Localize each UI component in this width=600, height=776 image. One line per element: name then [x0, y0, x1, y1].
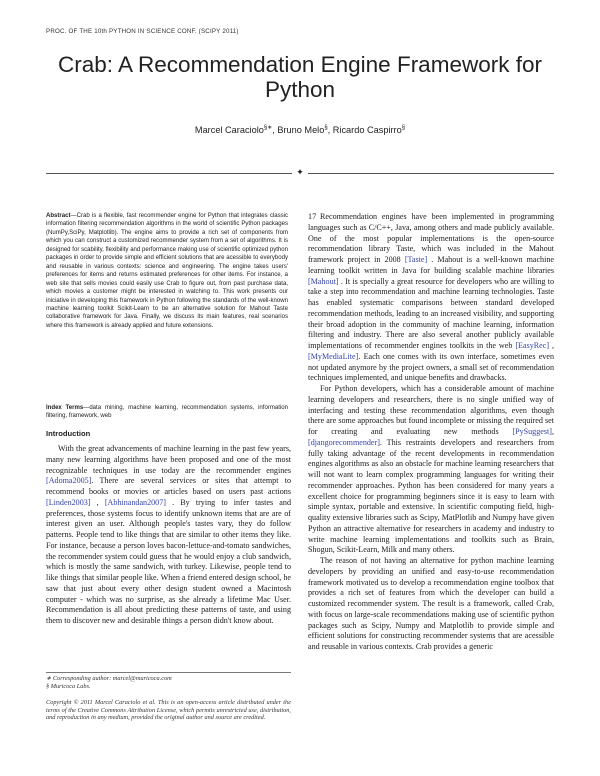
title-divider-right: [308, 173, 554, 174]
author-affiliation-mark: §: [401, 125, 406, 131]
text-run: . By trying to infer tastes and preferences, those systems focus to identify unknown items that are are of interest given an user. Although people's tastes vary, they do follow patterns. People tend to like things that are similar to other items they like. For instance, because a person loves bacon-lettuce-and-tomato sandwiches, the recommender system could guess that he would enjoy a club sandwich, which is mostly the same sandwich, with turkey. Likewise, people tend to like things that similar people like. When a friend entered design school, he saw that just about every other design student owned a Macintosh computer - which was no surprise, as she already a lifetime Mac User. Recommendation is all about predicting these patterns of taste, and using them to discover new and desirable things a person didn't know about.: [46, 497, 291, 625]
index-terms: [46, 404, 288, 421]
abstract: [46, 212, 288, 330]
running-head: PROC. OF THE 10th PYTHON IN SCIENCE CONF. (SCIPY 2011): [46, 28, 239, 35]
text-run: . Each one comes with its own interface, sometimes even not updated anymore by the project owners, a small set of recommendation techniques implemented, and unique benefits and drawbacks.: [308, 351, 554, 383]
footnote-corresponding-author: ∗ Corresponding author: marcel@muricoca.com: [46, 675, 172, 682]
text-run: ,: [551, 427, 554, 436]
text-run: For Python developers, which has a considerable amount of machine learning developers and researchers, there is no single unified way of interfacing and testing these recommendation algorithms, even though there are some approaches but found incomplete or missing the required set for creating and evaluating new methods: [308, 384, 554, 436]
title-divider-left: [46, 173, 292, 174]
citation-link[interactable]: [Taste]: [404, 255, 428, 264]
index-terms-text: —data mining, machine learning, recommendation systems, information filtering, framework, web: [46, 405, 288, 420]
text-run: Recommendation engines have been implemented in programming languages such as C/C++, Java, among others and made publicly available. One of the most popular implementations is the open-source recommendation library Taste, which was included in the Mahout framework project in 2008: [308, 212, 554, 264]
paper-title: Crab: A Recommendation Engine Framework for Python: [58, 52, 542, 102]
footnote-rule: [46, 672, 291, 673]
introduction-body: [46, 444, 291, 627]
abstract-text: —Crab is a flexible, fast recommender engine for Python that integrates classic information filtering recommendation algorithms in the world of scientific Python packages (NumPy,SciPy, Matplotlib). The engine aims to provide a rich set of components from which you can construct a customized recommender system from a set of algorithms. It is designed for scability, flexibility and performance making use of scientific optimized python packages in order to provide simple and efficient solutions that are acessible to everybody and reusable in various contexts: science and engineering. The engine takes users' preferences for items and returns estimated preferences for other items. For instance, a web site that sells movies could easily use Crab to figure out, from past purchase data, which movies a customer might be interested in watching to. This work presents our iniciative in developing this framework in Python following the standards of the well-known machine learning toolkit Scikit-Learn to be an alternative solution for Mahout Taste collaborative framework for Java. Finally, we discuss its main features, real scenarios where this framework is already applied and future extensions.: [46, 213, 288, 329]
text-run: With the great advancements of machine learning in the past few years, many new learning algorithms have been proposed and one of the most recognizable techniques in use today are the recommender engines: [46, 444, 291, 475]
text-run: ,: [549, 341, 554, 350]
author-separator: ,: [327, 125, 333, 136]
footnote-affiliation: § Muricoca Labs.: [46, 682, 91, 690]
citation-link[interactable]: [EasyRec]: [515, 341, 550, 350]
text-run: . This restraints developers and researchers from fully taking advantage of the recent developments in recommendation engines algorithms as also an obstacle for machine learning researchers that will not want to learn complex programming languages for writing their recommender approaches. Python has been considered for many years a excellent choice for programming beginners since it is easy to learn with simple syntax, portable and extensive. In scientific computing field, high-quality extensive libraries such as Scipy, MatPlotlib and Numpy have given Python an attractive alternative for researchers in academy and industry to write machine learning implementations and toolkits such as Brain, Shogun, Scikit-Learn, Milk and many others.: [308, 437, 554, 555]
author-list: [46, 124, 554, 135]
page-number: 17: [308, 212, 317, 221]
abstract-heading: Abstract: [46, 213, 71, 219]
section-heading-introduction: Introduction: [46, 429, 91, 438]
author-affiliation-mark: §: [324, 125, 328, 131]
right-column-body: [308, 212, 554, 653]
copyright-notice: Copyright © 2011 Marcel Caraciolo et al. This is an open-access article distributed under the terms of the Creative Commons Attribution License, which permits unrestricted use, distribution, and reproduction in any medium, provided the original author and source are credited.: [46, 699, 291, 722]
author-affiliation-mark: §∗: [263, 125, 273, 131]
citation-link[interactable]: [Adoma2005]: [46, 476, 92, 486]
author-separator: ,: [272, 125, 278, 136]
footnotes: [46, 672, 291, 722]
citation-link[interactable]: [Linden2003]: [46, 497, 91, 507]
divider-ornament-icon: ✦: [296, 168, 304, 178]
author-name: Marcel Caraciolo: [194, 125, 264, 136]
author-name: Bruno Melo: [277, 125, 325, 136]
paragraph: The reason of not having an alternative for python machine learning developers by providing an unified and easy-to-use recommendation framework motivated us to develop a recommendation engine toolbox that provides a rich set of features from which the developer can build a customized recommender system. The result is a framework, called Crab, with focus on large-scale recommendations making use of scientific python packages such as Scipy, Numpy and Matplotlib to provide simple and efficient solutions for constructing recommender systems that are acessible and reusable in various contexts. Crab provides a generic: [308, 556, 554, 651]
paragraph: [46, 444, 291, 627]
paragraph: [308, 212, 554, 384]
author-name: Ricardo Caspirro: [332, 125, 402, 136]
citation-link[interactable]: [PySuggest]: [512, 427, 552, 436]
text-run: . There are several services or sites that attempt to recommend books or movies or articles based on users past actions: [46, 476, 291, 496]
text-run: . Mahout is a well-known machine learning toolkit written in Java for building scalable machine libraries: [308, 255, 554, 275]
index-terms-heading: Index Terms: [46, 405, 84, 411]
text-run: ,: [90, 497, 105, 507]
citation-link[interactable]: [MyMediaLite]: [308, 351, 359, 361]
citation-link[interactable]: [djangorecommender]: [308, 437, 380, 447]
citation-link[interactable]: [Abhinandan2007]: [104, 497, 166, 507]
paragraph: [308, 384, 554, 556]
text-run: . It is specially a great resource for developers who are willing to take a step into recommendation and machine learning technologies. Taste has enabled systematic comparisons between standard developed recommendation methods, leading to an increased visibility, and supporting their broad adoption in the community of machine learning, information filtering and industry. There are also several another publicly available implementations of recommender engines toolkits in the web: [308, 276, 554, 350]
citation-link[interactable]: [Mahout]: [308, 276, 339, 286]
